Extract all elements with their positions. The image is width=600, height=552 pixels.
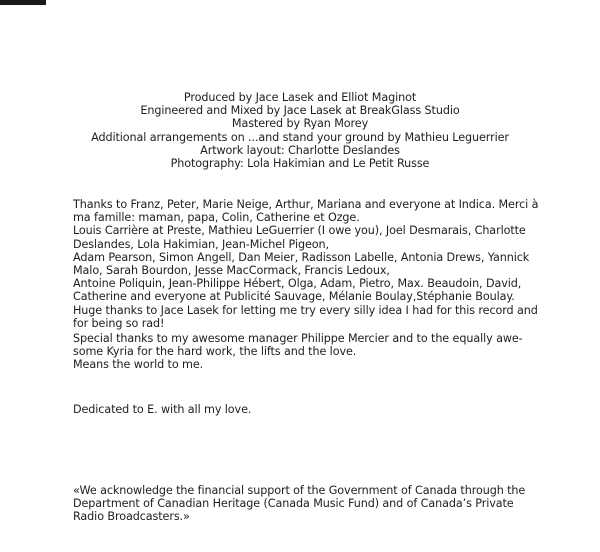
credit-producer: Produced by Jace Lasek and Elliot Maginot: [183, 91, 417, 104]
thanks-line: Deslandes, Lola Hakimian, Jean-Michel Pigeon,: [73, 237, 329, 251]
thanks-line: Thanks to Franz, Peter, Marie Neige, Arthur, Mariana and everyone at Indica. Merci à: [73, 198, 539, 211]
dedication-line: Dedicated to E. with all my love.: [73, 403, 252, 416]
thanks-line: ma famille: maman, papa, Colin, Catherine et Ozge.: [73, 211, 360, 225]
thanks-line: Huge thanks to Jace Lasek for letting me try every silly idea I had for this record and: [73, 303, 538, 317]
special-thanks-line: Special thanks to my awesome manager Philippe Mercier and to the equally awe-: [73, 332, 523, 345]
credit-arrangements: Additional arrangements on ...and stand your ground by Mathieu Leguerrier: [91, 130, 509, 144]
funding-acknowledgement: [73, 484, 573, 524]
thanks-line: Louis Carrière at Preste, Mathieu LeGuerrier (I owe you), Joel Desmarais, Charlotte: [73, 224, 526, 238]
special-thanks-line: Means the world to me.: [73, 358, 204, 372]
acknowledgement-line: «We acknowledge the financial support of the Government of Canada through the: [73, 484, 526, 497]
thanks-line: Adam Pearson, Simon Angell, Dan Meier, Radisson Labelle, Antonia Drews, Yannick: [73, 250, 530, 264]
corner-mark: [0, 0, 46, 5]
thanks-line: Catherine and everyone at Publicité Sauvage, Mélanie Boulay,Stéphanie Boulay.: [73, 290, 515, 304]
thanks-line: Antoine Poliquin, Jean-Philippe Hébert, Olga, Adam, Pietro, Max. Beaudoin, David,: [73, 277, 522, 291]
special-thanks-paragraph: [73, 332, 573, 372]
credit-artwork: Artwork layout: Charlotte Deslandes: [200, 143, 400, 157]
special-thanks-line: some Kyria for the hard work, the lifts and the love.: [73, 345, 357, 359]
credit-photography: Photography: Lola Hakimian and Le Petit Russe: [170, 157, 430, 171]
thanks-line: Malo, Sarah Bourdon, Jesse MacCormack, Francis Ledoux,: [73, 264, 390, 278]
credit-mastering: Mastered by Ryan Morey: [231, 117, 369, 131]
credits-block: [0, 91, 600, 170]
acknowledgement-line: Radio Broadcasters.»: [73, 510, 190, 524]
acknowledgement-line: Department of Canadian Heritage (Canada Music Fund) and of Canada’s Private: [73, 497, 514, 511]
thanks-paragraph: [73, 198, 573, 330]
thanks-line: for being so rad!: [73, 316, 165, 330]
credit-engineer: Engineered and Mixed by Jace Lasek at BreakGlass Studio: [140, 104, 460, 118]
